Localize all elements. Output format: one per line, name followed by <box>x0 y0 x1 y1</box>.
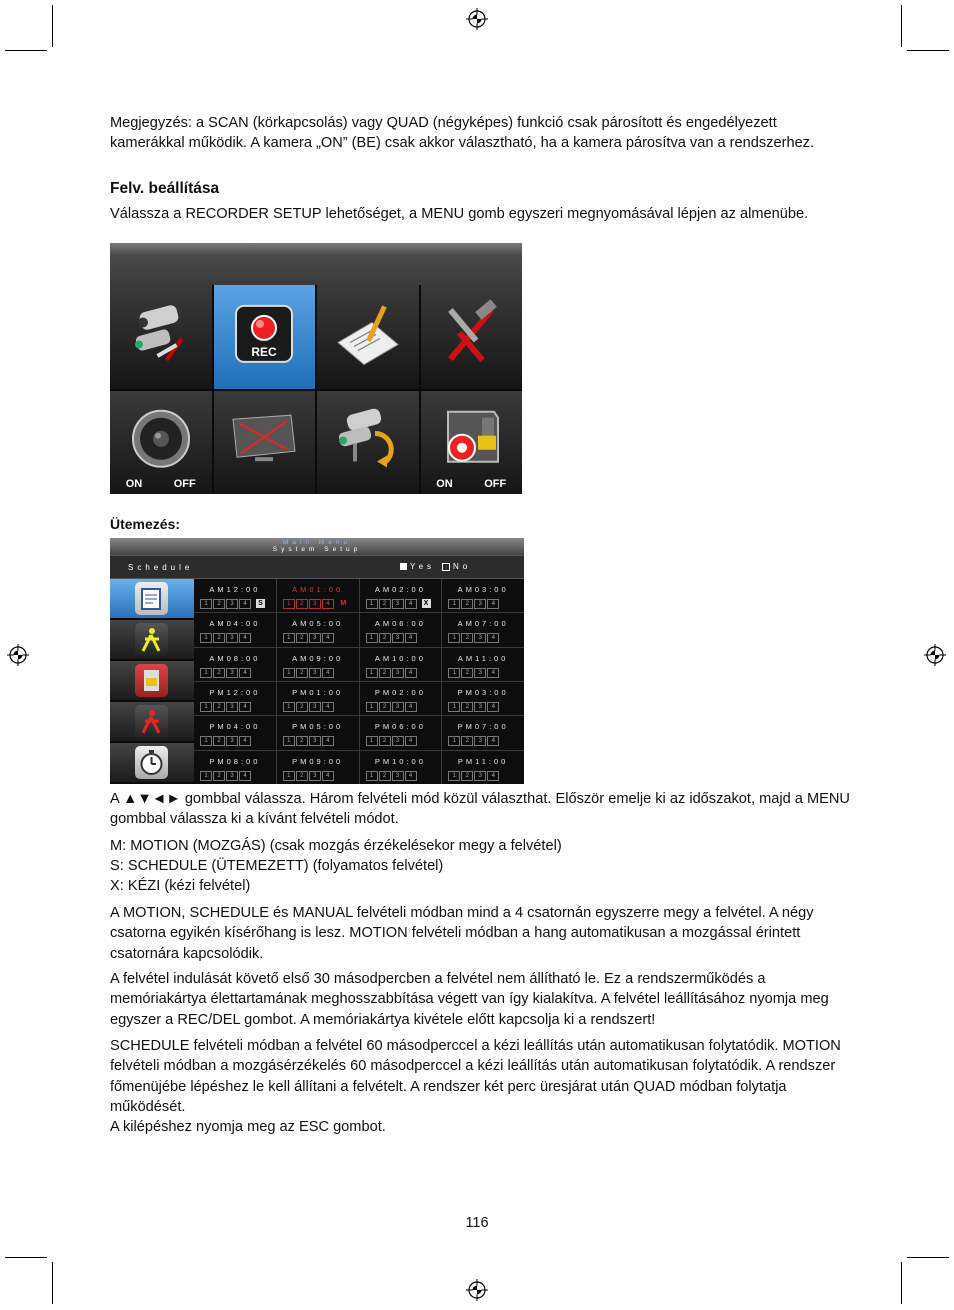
channel-box[interactable]: 2 <box>296 633 308 643</box>
channel-box[interactable]: 1 <box>366 633 378 643</box>
channel-box[interactable]: 1 <box>366 599 378 609</box>
channel-box[interactable]: 2 <box>379 599 391 609</box>
slot-channels <box>366 633 417 643</box>
channel-box[interactable]: 3 <box>226 771 238 781</box>
channel-box[interactable]: 2 <box>379 771 391 781</box>
slot-channels <box>283 702 334 712</box>
crop-mark <box>901 1262 902 1304</box>
page-number: 116 <box>465 1215 489 1231</box>
slot-time: PM06:00 <box>374 722 426 732</box>
paragraph-navigation: A ▲▼◄► gombbal válassza. Három felvételi mód közül választhat. Először emelje ki az időszakot, majd a MENU gombbal válassza ki a kívánt felvételi módot. <box>110 791 850 828</box>
timer-side-button[interactable] <box>110 743 194 782</box>
slot-time: PM07:00 <box>457 722 509 732</box>
channel-box[interactable]: 3 <box>309 736 321 746</box>
crop-mark <box>907 1257 949 1258</box>
channel-box[interactable]: 2 <box>296 668 308 678</box>
schedule-edit-icon <box>135 582 168 615</box>
channel-box[interactable]: 1 <box>200 771 212 781</box>
channel-box[interactable]: 4 <box>405 771 417 781</box>
channel-box[interactable]: 4 <box>322 633 334 643</box>
channel-box[interactable]: 2 <box>296 599 308 609</box>
schedule-screen <box>110 538 524 784</box>
channel-box[interactable]: 4 <box>239 771 251 781</box>
channel-box[interactable]: 2 <box>213 771 225 781</box>
no-option[interactable] <box>442 562 471 571</box>
schedule-header <box>110 538 524 555</box>
channel-box[interactable]: 4 <box>239 702 251 712</box>
channel-box[interactable]: 3 <box>226 668 238 678</box>
schedule-slot[interactable] <box>277 751 359 784</box>
no-checkbox[interactable] <box>442 563 450 571</box>
channel-box[interactable]: 3 <box>392 668 404 678</box>
schedule-slot[interactable] <box>360 613 442 646</box>
schedule-slot[interactable] <box>442 682 524 715</box>
channel-box[interactable]: 4 <box>322 599 334 609</box>
channel-box[interactable]: 2 <box>296 736 308 746</box>
card-side-button[interactable] <box>110 661 194 700</box>
paragraph-mode-x: X: KÉZI (kézi felvétel) <box>110 878 251 894</box>
slot-channels <box>200 599 251 609</box>
crop-mark <box>52 5 53 47</box>
channel-box[interactable]: 3 <box>309 668 321 678</box>
channel-box[interactable]: 3 <box>474 668 486 678</box>
channel-box[interactable]: 3 <box>392 599 404 609</box>
channel-box[interactable]: 4 <box>239 736 251 746</box>
recorder-setup-tile[interactable] <box>214 285 316 389</box>
slot-channels <box>366 668 417 678</box>
note-paragraph: Megjegyzés: a SCAN (körkapcsolás) vagy QUAD (négyképes) funkció csak párosított és engedélyezett kamerákkal működik. A kamera „ON” (BE) csak akkor választható, ha a kamera párosítva van a rendszerhez. <box>110 115 815 152</box>
slot-channels <box>366 702 417 712</box>
channel-box[interactable]: 1 <box>448 736 460 746</box>
channel-box[interactable]: 3 <box>309 702 321 712</box>
slot-channels <box>200 702 251 712</box>
registration-mark-icon <box>7 644 29 666</box>
slot-time: PM03:00 <box>457 687 509 697</box>
schedule-slot[interactable] <box>360 579 442 612</box>
channel-box[interactable]: 4 <box>405 599 417 609</box>
channel-box[interactable]: 3 <box>226 599 238 609</box>
schedule-slot[interactable] <box>442 751 524 784</box>
channel-box[interactable]: 3 <box>392 702 404 712</box>
schedule-slot[interactable] <box>277 579 359 612</box>
slot-channels <box>200 633 251 643</box>
paragraph-stop: A felvétel indulását követő első 30 másodpercben a felvétel nem állítható le. Ez a rendszerműködés a memóriakártya élettartamának meghosszabbítása végett van így kialakítva. A felvétel leállításához nyomja meg egyszer a REC/DEL gombot. A memóriakártya kivétele előtt kapcsolja ki a rendszert! <box>110 971 829 1028</box>
schedule-slot[interactable] <box>442 613 524 646</box>
slot-channels <box>283 633 334 643</box>
channel-box[interactable]: 1 <box>283 668 295 678</box>
slot-channels <box>448 736 499 746</box>
channel-box[interactable]: 4 <box>405 702 417 712</box>
speaker-icon <box>129 407 193 471</box>
schedule-slot[interactable] <box>194 716 276 749</box>
channel-box[interactable]: 4 <box>405 633 417 643</box>
channel-box[interactable]: 3 <box>309 633 321 643</box>
schedule-slot[interactable] <box>277 716 359 749</box>
channel-box[interactable]: 2 <box>213 668 225 678</box>
slot-channels <box>448 702 499 712</box>
channel-box[interactable]: 2 <box>461 771 473 781</box>
slot-time: AM11:00 <box>457 653 509 663</box>
tools-setup-tile[interactable] <box>421 285 523 389</box>
crop-mark <box>901 5 902 47</box>
channel-box[interactable]: 2 <box>379 633 391 643</box>
rec-icon <box>233 303 295 365</box>
channel-box[interactable]: 4 <box>487 702 499 712</box>
channel-box[interactable]: 4 <box>322 668 334 678</box>
slot-time: PM05:00 <box>292 722 344 732</box>
channel-box[interactable]: 1 <box>448 599 460 609</box>
channel-box[interactable]: 1 <box>283 599 295 609</box>
slot-channels <box>448 771 499 781</box>
channel-box[interactable]: 1 <box>200 599 212 609</box>
channel-box[interactable]: 3 <box>474 599 486 609</box>
channel-box[interactable]: 1 <box>200 702 212 712</box>
slot-time: PM01:00 <box>292 687 344 697</box>
schedule-slot[interactable] <box>360 682 442 715</box>
slot-channels <box>448 668 499 678</box>
slot-time: AM07:00 <box>457 619 509 629</box>
channel-box[interactable]: 3 <box>226 633 238 643</box>
paragraph-channels: A MOTION, SCHEDULE és MANUAL felvételi módban mind a 4 csatornán egyszerre megy a felvétel. A négy csatorna egyikén kísérőhang is lesz. MOTION felvételi módban a hang automatikusan a mozgással érintett csatornára kapcsolódik. <box>110 905 814 962</box>
slot-time: AM04:00 <box>209 619 261 629</box>
channel-box[interactable]: 4 <box>239 668 251 678</box>
off-label[interactable]: OFF <box>484 478 507 490</box>
schedule-slot[interactable] <box>442 579 524 612</box>
channel-box[interactable]: 3 <box>474 633 486 643</box>
crop-mark <box>52 1262 53 1304</box>
slot-time: PM02:00 <box>374 687 426 697</box>
channel-box[interactable]: 1 <box>283 702 295 712</box>
channel-box[interactable]: 2 <box>379 668 391 678</box>
channel-box[interactable]: 2 <box>461 599 473 609</box>
schedule-bar <box>110 555 524 579</box>
channel-box[interactable]: 3 <box>474 702 486 712</box>
camera-rotate-tile[interactable] <box>317 391 419 495</box>
yes-option[interactable] <box>400 562 435 571</box>
slot-time: AM02:00 <box>374 585 426 594</box>
channel-box[interactable]: 2 <box>213 633 225 643</box>
slot-time: AM12:00 <box>209 585 261 594</box>
slot-time: PM08:00 <box>209 756 261 766</box>
schedule-slot[interactable] <box>442 648 524 681</box>
no-label: No <box>453 562 472 571</box>
channel-box[interactable]: 1 <box>200 668 212 678</box>
channel-box[interactable]: 1 <box>283 736 295 746</box>
slot-channels <box>366 771 417 781</box>
schedule-slot[interactable] <box>442 716 524 749</box>
channel-box[interactable]: 2 <box>213 702 225 712</box>
channel-box[interactable]: 4 <box>322 702 334 712</box>
channel-box[interactable]: 3 <box>309 599 321 609</box>
schedule-heading: Ütemezés: <box>110 516 181 532</box>
channel-box[interactable]: 2 <box>461 668 473 678</box>
slot-channels <box>200 771 251 781</box>
schedule-slot[interactable] <box>194 613 276 646</box>
schedule-slot[interactable] <box>277 648 359 681</box>
channel-box[interactable]: 1 <box>283 771 295 781</box>
registration-mark-icon <box>466 8 488 30</box>
memory-card-tile[interactable] <box>421 391 523 495</box>
paragraph-mode-m: M: MOTION (MOZGÁS) (csak mozgás érzékelésekor megy a felvétel) <box>110 838 562 854</box>
slot-channels <box>200 668 251 678</box>
schedule-slot[interactable] <box>360 716 442 749</box>
slot-channels <box>200 736 251 746</box>
channel-box[interactable]: 2 <box>461 702 473 712</box>
channel-box[interactable]: 4 <box>405 736 417 746</box>
slot-channels <box>448 633 499 643</box>
channel-box[interactable]: 3 <box>392 633 404 643</box>
sound-setup-tile[interactable] <box>110 391 212 495</box>
motion-side-button[interactable] <box>110 620 194 659</box>
slot-channels <box>283 599 334 609</box>
motion-detect-side-button[interactable] <box>110 702 194 741</box>
slot-time: AM03:00 <box>457 585 509 594</box>
motion-person-icon <box>135 623 168 656</box>
intro-paragraph: Válassza a RECORDER SETUP lehetőséget, a MENU gomb egyszeri megnyomásával lépjen az almenübe. <box>110 206 809 222</box>
channel-box[interactable]: 4 <box>405 668 417 678</box>
channel-box[interactable]: 1 <box>448 668 460 678</box>
paragraph-mode-s: S: SCHEDULE (ÜTEMEZETT) (folyamatos felvétel) <box>110 858 444 874</box>
crop-mark <box>907 50 949 51</box>
channel-box[interactable]: 2 <box>213 599 225 609</box>
channel-box[interactable]: 4 <box>322 736 334 746</box>
slot-time: PM12:00 <box>209 687 261 697</box>
channel-box[interactable]: 1 <box>200 736 212 746</box>
channel-box[interactable]: 3 <box>392 771 404 781</box>
crop-mark <box>5 1257 47 1258</box>
channel-box[interactable]: 2 <box>213 736 225 746</box>
channel-box[interactable]: 2 <box>379 736 391 746</box>
schedule-slot[interactable] <box>277 613 359 646</box>
paragraph-exit: A kilépéshez nyomja meg az ESC gombot. <box>110 1119 386 1135</box>
schedule-slot[interactable] <box>277 682 359 715</box>
main-menu-title: Main Menu <box>282 539 352 546</box>
channel-box[interactable]: 3 <box>474 771 486 781</box>
registration-mark-icon <box>924 644 946 666</box>
channel-box[interactable]: 3 <box>309 771 321 781</box>
slot-time: AM10:00 <box>374 653 426 663</box>
on-label[interactable]: ON <box>125 478 143 490</box>
channel-box[interactable]: 3 <box>226 736 238 746</box>
tools-icon <box>436 298 506 368</box>
off-label[interactable]: OFF <box>173 478 196 490</box>
camera-setup-tile[interactable] <box>110 285 212 389</box>
channel-box[interactable]: 4 <box>487 736 499 746</box>
channel-box[interactable]: 1 <box>448 771 460 781</box>
schedule-sidebar <box>110 579 194 784</box>
channel-box[interactable]: 1 <box>366 702 378 712</box>
channel-box[interactable]: 1 <box>366 771 378 781</box>
channel-box[interactable]: 1 <box>448 702 460 712</box>
channel-box[interactable]: 1 <box>448 633 460 643</box>
slot-mode[interactable]: M <box>340 600 347 607</box>
slot-time: AM01:00 <box>292 585 344 594</box>
display-icon <box>229 411 299 467</box>
memory-card-icon <box>438 406 504 472</box>
menu-titlebar <box>110 243 522 286</box>
slot-time: PM09:00 <box>292 756 344 766</box>
card-onoff <box>421 478 523 490</box>
channel-box[interactable]: 4 <box>487 771 499 781</box>
slot-time: PM04:00 <box>209 722 261 732</box>
slot-channels <box>366 736 417 746</box>
motion-red-icon <box>135 705 168 738</box>
camera-rotate-icon <box>333 404 403 474</box>
schedule-label: Schedule <box>128 563 194 572</box>
schedule-slot[interactable] <box>194 682 276 715</box>
channel-box[interactable]: 3 <box>226 702 238 712</box>
slot-channels <box>283 736 334 746</box>
slot-mode[interactable]: X <box>422 599 431 608</box>
channel-box[interactable]: 4 <box>487 599 499 609</box>
channel-box[interactable]: 2 <box>296 702 308 712</box>
display-setup-tile[interactable] <box>214 391 316 495</box>
channel-box[interactable]: 1 <box>366 736 378 746</box>
slot-time: PM10:00 <box>374 756 426 766</box>
slot-time: AM09:00 <box>292 653 344 663</box>
slot-time: AM06:00 <box>374 619 426 629</box>
sound-onoff <box>110 478 212 490</box>
channel-box[interactable]: 4 <box>487 633 499 643</box>
slot-time: AM05:00 <box>292 619 344 629</box>
channel-box[interactable]: 2 <box>379 702 391 712</box>
schedule-slot[interactable] <box>360 648 442 681</box>
document-setup-tile[interactable] <box>317 285 419 389</box>
channel-box[interactable]: 3 <box>392 736 404 746</box>
schedule-slot[interactable] <box>194 751 276 784</box>
schedule-grid <box>194 579 524 784</box>
slot-time: PM11:00 <box>457 756 509 766</box>
slot-channels <box>366 599 417 609</box>
registration-mark-icon <box>466 1279 488 1301</box>
channel-box[interactable]: 2 <box>296 771 308 781</box>
section-heading: Felv. beállítása <box>110 180 220 197</box>
crop-mark <box>5 50 47 51</box>
channel-box[interactable]: 4 <box>239 633 251 643</box>
slot-channels <box>448 599 499 609</box>
camera-tools-icon <box>126 298 196 368</box>
yes-checkbox[interactable] <box>400 563 407 570</box>
channel-box[interactable]: 4 <box>322 771 334 781</box>
on-label[interactable]: ON <box>436 478 453 490</box>
system-setup-title: System Setup <box>272 546 362 553</box>
channel-box[interactable]: 4 <box>239 599 251 609</box>
memory-card-icon <box>135 664 168 697</box>
svg-text:REC: REC <box>251 344 277 359</box>
schedule-side-button[interactable] <box>110 579 194 618</box>
timer-icon <box>135 746 168 779</box>
schedule-slot[interactable] <box>360 751 442 784</box>
main-menu-screen <box>110 243 522 494</box>
yes-label: Yes <box>410 562 436 571</box>
channel-box[interactable]: 4 <box>487 668 499 678</box>
channel-box[interactable]: 1 <box>283 633 295 643</box>
channel-box[interactable]: 1 <box>366 668 378 678</box>
slot-channels <box>283 668 334 678</box>
document-pen-icon <box>332 298 404 368</box>
channel-box[interactable]: 3 <box>474 736 486 746</box>
channel-box[interactable]: 2 <box>461 736 473 746</box>
channel-box[interactable]: 2 <box>461 633 473 643</box>
schedule-slot[interactable] <box>194 648 276 681</box>
slot-time: AM08:00 <box>209 653 261 663</box>
slot-channels <box>283 771 334 781</box>
channel-box[interactable]: 1 <box>200 633 212 643</box>
paragraph-resume: SCHEDULE felvételi módban a felvétel 60 másodperccel a kézi leállítás után automatikusan folytatódik. MOTION felvételi módban a mozgásérzékelés 60 másodperccel a kézi leállítás után automatikusan folytatódik. A rendszer főmenüjébe lépéshez le kell állítani a felvételt. A rendszer két perc üresjárat után QUAD módban folytatja működését. <box>110 1038 841 1115</box>
slot-mode[interactable]: S <box>256 599 265 608</box>
schedule-slot[interactable] <box>194 579 276 612</box>
